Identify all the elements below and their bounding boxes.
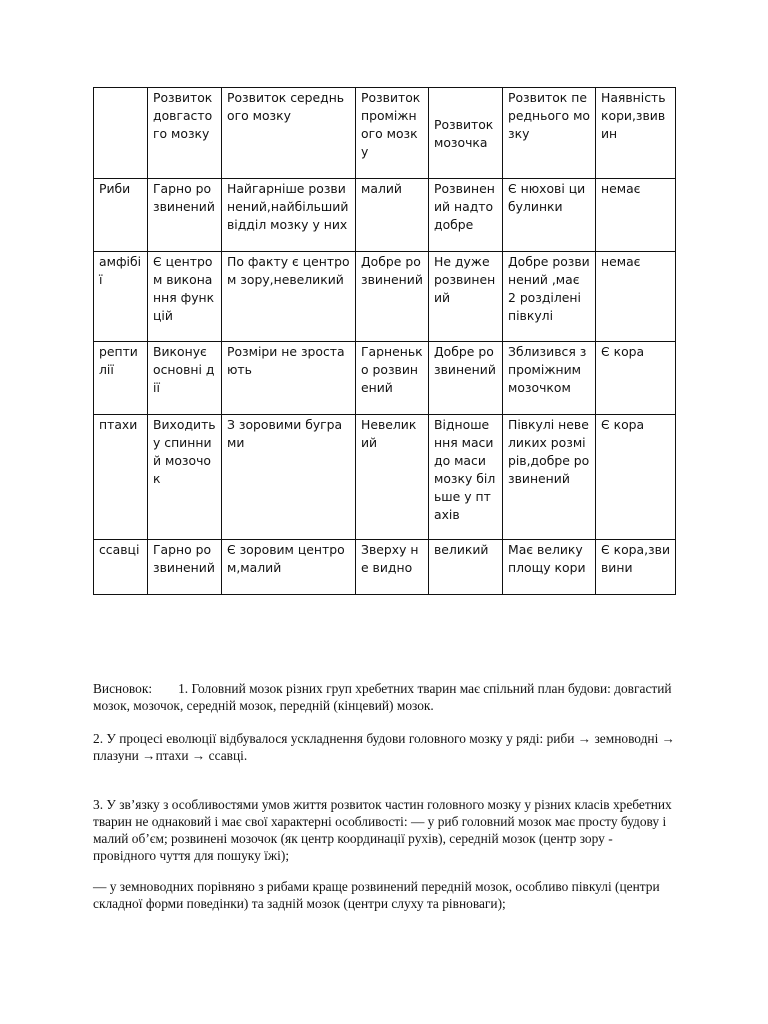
table-cell: амфібії — [94, 252, 148, 342]
header-cell-midbrain: Розвиток середнього мозку — [222, 88, 356, 179]
table-cell: Добре розвинений — [429, 342, 503, 415]
table-cell: Є кора — [596, 342, 676, 415]
table-cell: ссавці — [94, 540, 148, 595]
conclusion-paragraph-3: 3. У зв’язку з особливостями умов життя розвиток частин головного мозку у різних класів хребетних тварин не однаковий і має свої характерні особливості: — у риб головний мозок має просту будову і малий об’єм; розвинені мозочок (як центр координації рухів), середній мозок (центр зору - провідного чуття для пошуку їжі); — [93, 797, 672, 863]
table-cell: Зблизився з проміжним мозочком — [503, 342, 596, 415]
table-cell: Є кора,звивини — [596, 540, 676, 595]
table-cell: Є нюхові цибулинки — [503, 179, 596, 252]
conclusion-point-1: 1. Головний мозок різних груп хребетних тварин має спільний план будови: довгастий мозок, мозочок, середній мозок, передній (кінцевий) мозок. — [93, 681, 672, 713]
table-cell: З зоровими буграми — [222, 415, 356, 540]
table-cell: немає — [596, 252, 676, 342]
table-cell: Гарно розвинений — [148, 540, 222, 595]
table-cell: Розміри не зростають — [222, 342, 356, 415]
table-cell: Розвинений надто добре — [429, 179, 503, 252]
header-cell-forebrain: Розвиток переднього мозку — [503, 88, 596, 179]
table-cell: Риби — [94, 179, 148, 252]
conclusion-label: Висновок: — [93, 681, 153, 696]
table-cell: рептилії — [94, 342, 148, 415]
table-cell: Є центром виконання функцій — [148, 252, 222, 342]
conclusion-paragraph-4: — у земноводних порівняно з рибами краще розвинений передній мозок, особливо півкулі (центри складної форми поведінки) та задній мозок (центри слуху та рівноваги); — [93, 879, 660, 911]
table-cell: Гарненько розвинений — [356, 342, 429, 415]
conclusion-paragraph-2: 2. У процесі еволюції відбувалося ускладнення будови головного мозку у ряді: риби → земноводні → плазуни →птахи → ссавці. — [93, 731, 676, 763]
table-header-row — [94, 88, 676, 179]
table-cell: Є зоровим центром,малий — [222, 540, 356, 595]
table-cell: Є кора — [596, 415, 676, 540]
table-cell: птахи — [94, 415, 148, 540]
conclusion-paragraph-1 — [93, 680, 678, 714]
table-cell: Гарно розвинений — [148, 179, 222, 252]
table-cell: Невеликий — [356, 415, 429, 540]
table-cell: немає — [596, 179, 676, 252]
table-row — [94, 415, 676, 540]
table-cell: Виконує основні дії — [148, 342, 222, 415]
table-row — [94, 179, 676, 252]
table-cell: Відношення маси до маси мозку більше у птахів — [429, 415, 503, 540]
header-cell-diencephalon: Розвиток проміжного мозку — [356, 88, 429, 179]
header-cell-cerebellum: Розвиток мозочка — [429, 88, 503, 179]
table-cell: Добре розвинений ,має 2 розділені півкулі — [503, 252, 596, 342]
header-cell-medulla: Розвиток довгастого мозку — [148, 88, 222, 179]
brain-comparison-table — [93, 87, 676, 595]
table-cell: Найгарніше розвинений,найбільший відділ мозку у них — [222, 179, 356, 252]
table-cell: Півкулі невеликих розмірів,добре розвинений — [503, 415, 596, 540]
table-cell: малий — [356, 179, 429, 252]
table-cell: Виходить у спинний мозочок — [148, 415, 222, 540]
table-cell: По факту є центром зору,невеликий — [222, 252, 356, 342]
table-cell: Зверху не видно — [356, 540, 429, 595]
table-cell: Добре розвинений — [356, 252, 429, 342]
table-row — [94, 342, 676, 415]
table-row — [94, 540, 676, 595]
table-cell: Має велику площу кори — [503, 540, 596, 595]
table-cell: великий — [429, 540, 503, 595]
header-cell-cortex: Наявність кори,звивин — [596, 88, 676, 179]
header-cell-empty — [94, 88, 148, 179]
table-row — [94, 252, 676, 342]
table-cell: Не дуже розвинений — [429, 252, 503, 342]
